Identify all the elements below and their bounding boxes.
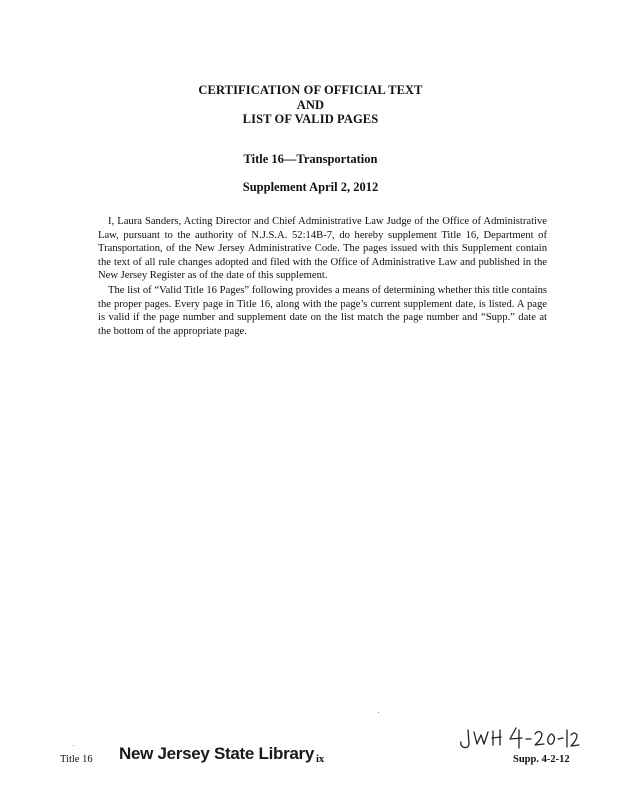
page-number: ix — [316, 754, 325, 765]
certification-heading — [0, 83, 621, 127]
handwritten-signature — [450, 722, 580, 756]
valid-pages-paragraph: The list of “Valid Title 16 Pages” following provides a means of determining whether this title contains the proper pages. Every page in Title 16, along with the page’s current supplement date, is listed. A page is valid if the page number and supplement date on the list match the page number and “Supp.” date at the bottom of the appropriate page. — [98, 285, 547, 337]
footer-supplement-date: Supp. 4-2-12 — [513, 754, 570, 765]
title-line: Title 16—Transportation — [243, 152, 378, 166]
scan-speck — [378, 712, 379, 713]
library-stamp: New Jersey State Library — [119, 744, 315, 763]
heading-line-1: CERTIFICATION OF OFFICIAL TEXT — [198, 83, 423, 97]
supplement-date-line: Supplement April 2, 2012 — [242, 180, 379, 194]
scan-speck — [73, 745, 74, 746]
footer-title: Title 16 — [60, 754, 93, 765]
heading-line-2: AND — [296, 97, 325, 112]
heading-line-3: LIST OF VALID PAGES — [242, 112, 379, 126]
certification-paragraph: I, Laura Sanders, Acting Director and Chief Administrative Law Judge of the Office of Administrative Law, pursuant to the authority of N.J.S.A. 52:14B-7, do hereby supplement Title 16, Department of Transportation, of the New Jersey Administrative Code. The pages issued with this Supplement contain the text of all rule changes adopted and filed with the Office of Administrative Law and published in the New Jersey Register as of the date of this supplement. — [98, 216, 547, 282]
